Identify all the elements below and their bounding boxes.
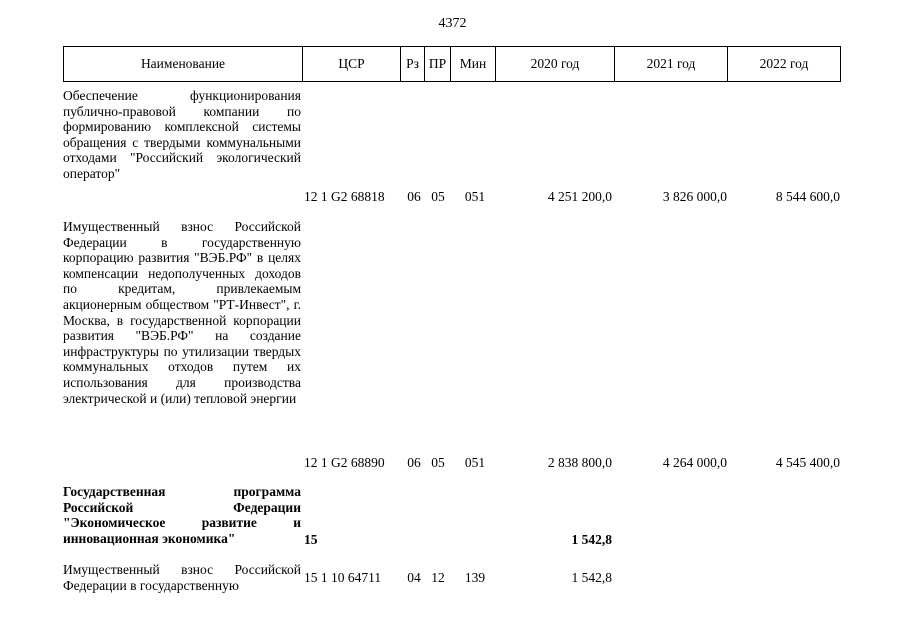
row-value-2021: 4 264 000,0 xyxy=(662,455,727,470)
row-csr: 15 1 10 64711 xyxy=(304,570,382,585)
column-header-csr: ЦСР xyxy=(303,47,401,81)
column-header-name: Наименование xyxy=(64,47,303,81)
column-header-2020: 2020 год xyxy=(496,47,615,81)
row-rz: 04 xyxy=(407,570,421,585)
row-value-2021: 3 826 000,0 xyxy=(662,189,727,204)
row-rz: 06 xyxy=(407,189,421,204)
row-name: Обеспечение функционирования публично-правовой компании по формированию комплексной системы обращения с твердыми коммунальными отходами "Российский экологический оператор" xyxy=(63,88,301,181)
row-value-2022: 4 545 400,0 xyxy=(775,455,840,470)
row-value-2020: 1 542,8 xyxy=(571,532,612,547)
row-pr: 12 xyxy=(431,570,445,585)
row-name: Государственная программа Российской Федерации "Экономическое развитие и инновационная экономика" xyxy=(63,484,301,546)
column-header-rz: Рз xyxy=(401,47,425,81)
row-csr: 15 xyxy=(304,532,318,547)
row-value-2020: 2 838 800,0 xyxy=(547,455,612,470)
row-pr: 05 xyxy=(431,189,445,204)
column-header-pr: ПР xyxy=(425,47,451,81)
page-number: 4372 xyxy=(438,16,467,31)
column-header-min: Мин xyxy=(451,47,496,81)
row-min: 139 xyxy=(464,570,486,585)
row-value-2020: 1 542,8 xyxy=(571,570,612,585)
row-name: Имущественный взнос Российской Федерации в государственную xyxy=(63,562,301,593)
row-value-2022: 8 544 600,0 xyxy=(775,189,840,204)
column-header-2021: 2021 год xyxy=(615,47,728,81)
row-min: 051 xyxy=(464,455,486,470)
row-rz: 06 xyxy=(407,455,421,470)
table-header xyxy=(63,46,841,82)
column-header-2022: 2022 год xyxy=(759,56,809,71)
row-name: Имущественный взнос Российской Федерации в государственную корпорацию развития "ВЭБ.РФ" в целях компенсации недополученных доходов по кредитам, привлекаемым акционерным обществом "РТ-Инвест", г. Москва, в государственной корпорации развития "ВЭБ.РФ" на создание инфраструктуры по утилизации твердых коммунальных отходов путем их использования для производства электрической и (или) тепловой энергии xyxy=(63,219,301,406)
row-csr: 12 1 G2 68818 xyxy=(304,189,385,204)
row-pr: 05 xyxy=(431,455,445,470)
row-value-2020: 4 251 200,0 xyxy=(547,189,612,204)
row-csr: 12 1 G2 68890 xyxy=(304,455,385,470)
row-min: 051 xyxy=(464,189,486,204)
